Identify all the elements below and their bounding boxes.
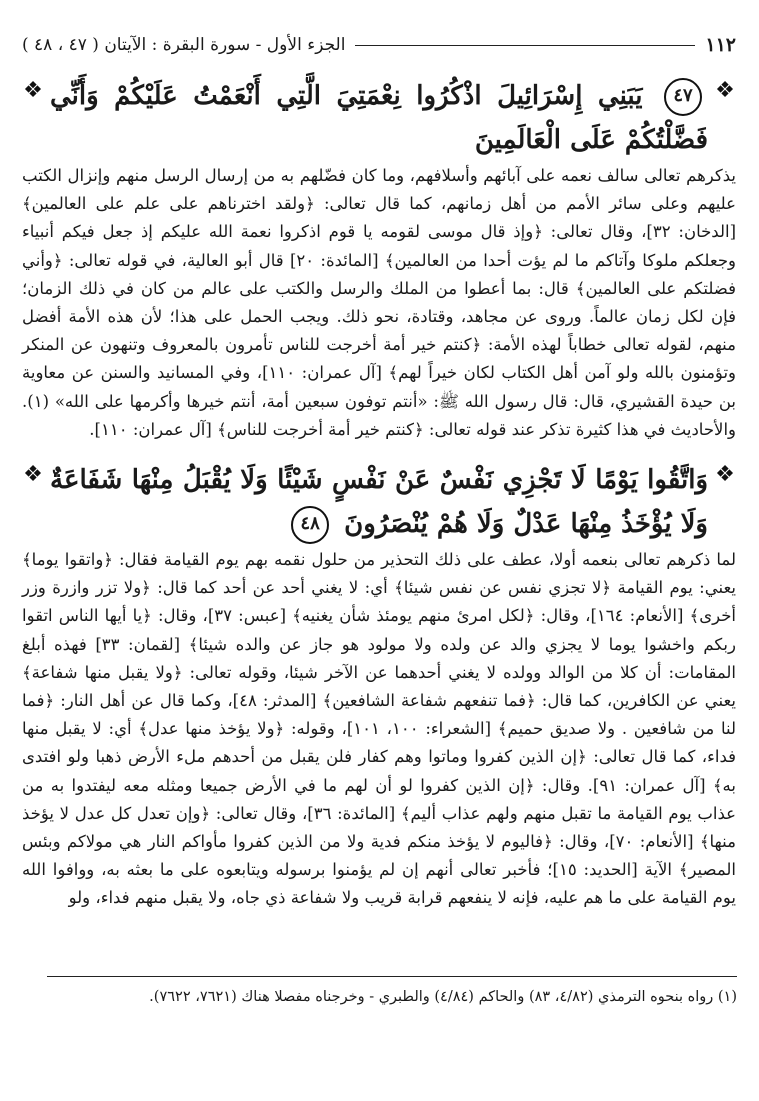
verse-number-47: ٤٧: [664, 78, 702, 116]
ornament-icon: ❖: [23, 462, 43, 488]
running-title: الجزء الأول - سورة البقرة : الآيتان ( ٤٧ ، ٤٨ ): [22, 35, 346, 55]
footnote: (١) رواه بنحوه الترمذي (٤/٨٢، ٨٣) والحاكم (٤/٨٤) والطبري - وخرجناه مفصلا هناك (٧٦٢١، ٧٦٢٢).: [149, 989, 737, 1005]
verse-48-text: [50, 458, 708, 546]
ornament-icon: ❖: [715, 78, 735, 103]
verse-47-text: [50, 74, 708, 162]
commentary-48: لما ذكرهم تعالى بنعمه أولا، عطف على ذلك التحذير من حلول نقمه بهم يوم القيامة فقال: ﴿واتقوا يوما﴾ يعني: يوم القيامة ﴿لا تجزي نفس عن نفس شيئا﴾ أي: لا يغني أحد عن أحد كما قال: ﴿ولا تزر وازرة وزر أخرى﴾ [الأنعام: ١٦٤]، وقال: ﴿لكل امرئ منهم يومئذ شأن يغنيه﴾ [عبس: ٣٧]، وقال: ﴿يا أيها الناس اتقوا ربكم واخشوا يوما لا يجزي والد عن ولده ولا مولود هو جاز عن والده شيئا﴾ [لقمان: ٣٣] فهذه أبلغ المقامات: أن كلا من الوالد وولده لا يغني أحدهما عن الآخر شيئا، وقوله تعالى: ﴿ولا يقبل منها شفاعة﴾ يعني عن الكافرين، كما قال: ﴿فما تنفعهم شفاعة الشافعين﴾ [المدثر: ٤٨]، وكما قال عن أهل النار: ﴿فما لنا من شافعين . ولا صديق حميم﴾ [الشعراء: ١٠٠، ١٠١]، وقوله: ﴿ولا يؤخذ منها عدل﴾ أي: لا يقبل منها فداء، كما قال تعالى: ﴿إن الذين كفروا وماتوا وهم كفار فلن يقبل من أحدهم ملء الأرض ذهبا ولو افتدى به﴾ [آل عمران: ٩١]. وقال: ﴿إن الذين كفروا لو أن لهم ما في الأرض جميعا ومثله معه ليفتدوا به من عذاب يوم القيامة ما تقبل منهم ولهم عذاب أليم﴾ [المائدة: ٣٦]، وقال تعالى: ﴿وإن تعدل كل عدل لا يؤخذ منها﴾ [الأنعام: ٧٠]، وقال: ﴿فاليوم لا يؤخذ منكم فدية ولا من الذين كفروا مأواكم النار هي مولاكم وبئس المصير﴾ الآية [الحديد: ١٥]؛ فأخبر تعالى أنهم إن لم يؤمنوا برسوله ويتابعوه على ما بعثه به، ووافوا الله يوم القيامة على ما هم عليه، فإنه لا ينفعهم قرابة قريب ولا شفاعة ذي جاه، ولا يقبل منهم فداء، ولو: [22, 550, 736, 908]
verse-48-words: وَاتَّقُوا يَوْمًا لَا تَجْزِي نَفْسٌ عَنْ نَفْسٍ شَيْئًا وَلَا يُقْبَلُ مِنْهَا شَفَاعَةٌ وَلَا يُؤْخَذُ مِنْهَا عَدْلٌ وَلَا هُمْ يُنْصَرُونَ: [50, 465, 708, 540]
header-rule: [355, 45, 695, 46]
ornament-icon: ❖: [23, 78, 43, 103]
book-page: [22, 30, 736, 913]
verse-47-block: [22, 74, 736, 162]
verse-47-words: يَبَنِي إِسْرَائِيلَ اذْكُرُوا نِعْمَتِيَ الَّتِي أَنْعَمْتُ عَلَيْكُمْ وَأَنِّي فَضَّلْتُكُمْ عَلَى الْعَالَمِينَ: [50, 81, 708, 155]
page-header: [22, 30, 736, 60]
verse-number-48: ٤٨: [291, 506, 329, 544]
footnote-rule: [47, 976, 737, 977]
verse-48-block: [22, 458, 736, 546]
ornament-icon: ❖: [715, 462, 735, 488]
commentary-47: يذكرهم تعالى سالف نعمه على آبائهم وأسلافهم، وما كان فضّلهم به من إرسال الرسل منهم وإنزال الكتب عليهم وعلى سائر الأمم من أهل زمانهم، كما قال تعالى: ﴿ولقد اخترناهم على علم على العالمين﴾ [الدخان: ٣٢]، وقال تعالى: ﴿وإذ قال موسى لقومه يا قوم اذكروا نعمة الله عليكم إذ جعل فيكم أنبياء وجعلكم ملوكا وآتاكم ما لم يؤت أحدا من العالمين﴾ [المائدة: ٢٠] قال أبو العالية، في قوله تعالى: ﴿وأني فضلتكم على العالمين﴾ قال: بما أعطوا من الملك والرسل والكتب على عالم من كان في ذلك الزمان؛ فإن لكل زمان عالماً. وروى عن مجاهد، وقتادة، نحو ذلك. ويجب الحمل على هذا؛ لأن هذه الأمة أفضل منهم، لقوله تعالى خطاباً لهذه الأمة: ﴿كنتم خير أمة أخرجت للناس تأمرون بالمعروف وتنهون عن المنكر وتؤمنون بالله ولو آمن أهل الكتاب لكان خيراً لهم﴾ [آل عمران: ١١٠]، وفي المسانيد والسنن عن معاوية بن حيدة القشيري، قال: قال رسول الله ﷺ: «أنتم توفون سبعين أمة، أنتم خيرها وأكرمها على الله» (١). والأحاديث في هذا كثيرة تذكر عند قوله تعالى: ﴿كنتم خير أمة أخرجت للناس﴾ [آل عمران: ١١٠].: [22, 166, 737, 439]
page-number: ١١٢: [705, 34, 736, 56]
